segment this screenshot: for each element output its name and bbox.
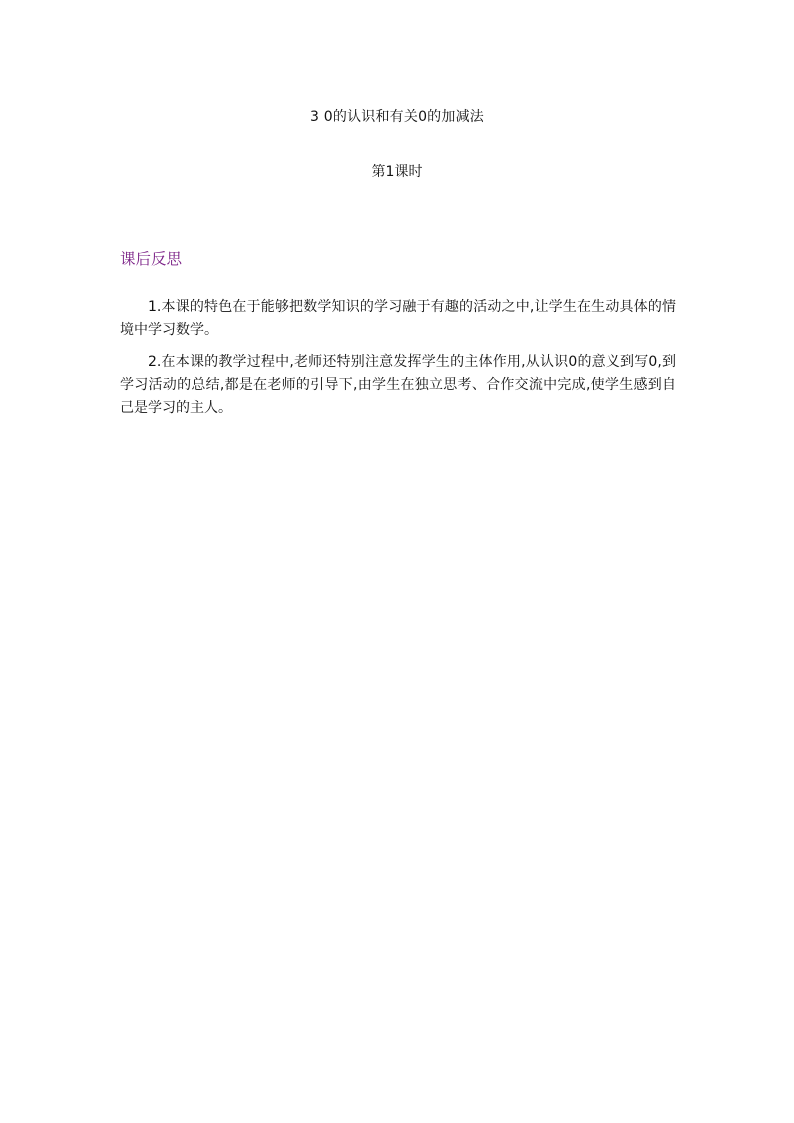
reflection-content (120, 296, 676, 429)
paragraph-1: 1.本课的特色在于能够把数学知识的学习融于有趣的活动之中,让学生在生动具体的情境中学习数学。 (120, 299, 676, 338)
page-title: 3 0的认识和有关0的加减法 (310, 109, 484, 125)
section-heading: 课后反思 (120, 250, 183, 268)
paragraph-2: 2.在本课的教学过程中,老师还特别注意发挥学生的主体作用,从认识0的意义到写0,到学习活动的总结,都是在老师的引导下,由学生在独立思考、合作交流中完成,使学生感到自己是学习的主人。 (120, 354, 676, 416)
lesson-subtitle: 第1课时 (371, 164, 423, 180)
